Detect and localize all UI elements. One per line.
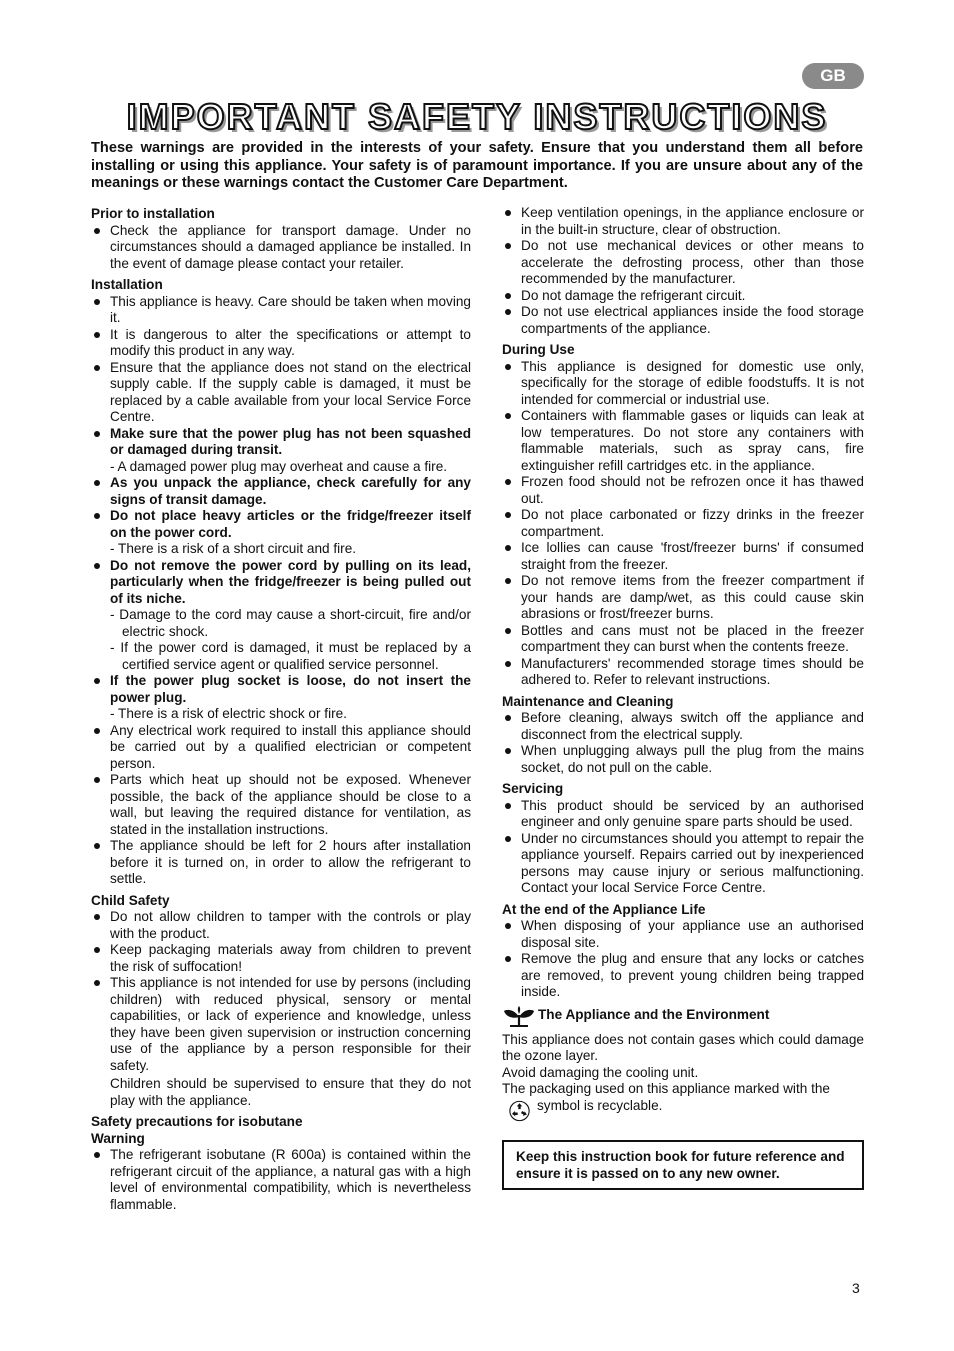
list-item: When disposing of your appliance use an authorised disposal site. <box>502 918 864 951</box>
list-item: The refrigerant isobutane (R 600a) is contained within the refrigerant circuit of the appliance, a natural gas with a high level of environmental compatibility, which is nevertheless flammable. <box>91 1147 471 1213</box>
section-heading-installation: Installation <box>91 277 163 292</box>
list-item: Remove the plug and ensure that any locks or catches are removed, to prevent young children being trapped inside. <box>502 951 864 1001</box>
list-item: This appliance is heavy. Care should be taken when moving it. <box>91 294 471 327</box>
list-item: Bottles and cans must not be placed in the freezer compartment they can burst when the contents freeze. <box>502 623 864 656</box>
recycle-icon <box>508 1100 531 1122</box>
intro-warning: These warnings are provided in the interests of your safety. Ensure that you understand them all before installing or using this appliance. Your safety is of paramount importance. If you are unsure about any of the meanings or these warnings contact the Customer Care Department. <box>91 140 863 191</box>
list-item: Ice lollies can cause 'frost/freezer burns' if consumed straight from the freezer. <box>502 540 864 573</box>
right-column <box>502 205 864 1190</box>
list-item <box>91 673 471 723</box>
list-item-note: - There is a risk of electric shock or fire. <box>110 706 347 721</box>
plant-icon <box>502 1005 536 1027</box>
during-use-list <box>502 359 864 689</box>
section-heading-child-safety: Child Safety <box>91 892 170 908</box>
child-safety-note: Children should be supervised to ensure that they do not play with the appliance. <box>110 1076 471 1108</box>
recycle-line <box>502 1098 864 1122</box>
list-item <box>91 508 471 558</box>
list-item: Keep ventilation openings, in the appliance enclosure or in the built-in structure, clear of obstruction. <box>502 205 864 238</box>
list-item: When unplugging always pull the plug from the mains socket, do not pull on the cable. <box>502 743 864 776</box>
list-item-text: Make sure that the power plug has not been squashed or damaged during transit. <box>110 425 471 457</box>
section-heading-environment: The Appliance and the Environment <box>538 1007 770 1023</box>
child-safety-list <box>91 909 471 1074</box>
environment-paragraph: The packaging used on this appliance marked with the <box>502 1081 830 1096</box>
maintenance-list <box>502 710 864 776</box>
section-heading-during-use: During Use <box>502 342 575 357</box>
list-item-text: Do not place heavy articles or the fridge/freezer itself on the power cord. <box>110 508 471 540</box>
list-item: This product should be serviced by an authorised engineer and only genuine spare parts should be used. <box>502 798 864 831</box>
list-item: Do not place carbonated or fizzy drinks in the freezer compartment. <box>502 507 864 540</box>
environment-paragraph: Avoid damaging the cooling unit. <box>502 1064 699 1080</box>
section-subheading-warning: Warning <box>91 1130 145 1146</box>
page-title: IMPORTANT SAFETY INSTRUCTIONS <box>126 96 828 137</box>
environment-heading-row <box>502 1005 864 1027</box>
list-item-text: Do not remove the power cord by pulling on its lead, particularly when the fridge/freezer is being pulled out of its niche. <box>110 557 471 606</box>
list-item: Before cleaning, always switch off the appliance and disconnect from the electrical supply. <box>502 710 864 743</box>
servicing-list <box>502 798 864 897</box>
section-heading-end-of-life: At the end of the Appliance Life <box>502 901 706 917</box>
end-of-life-list <box>502 918 864 1001</box>
list-item: The appliance should be left for 2 hours after installation before it is turned on, in order to allow the refrigerant to settle. <box>91 838 471 888</box>
isobutane-list <box>91 1147 471 1213</box>
list-item-note: - There is a risk of a short circuit and fire. <box>110 541 357 556</box>
section-heading-maintenance: Maintenance and Cleaning <box>502 693 674 709</box>
prior-list <box>91 223 471 273</box>
list-item: Do not remove items from the freezer compartment if your hands are damp/wet, as this could cause skin abrasions or frost/freezer burns. <box>502 573 864 623</box>
section-heading-prior: Prior to installation <box>91 206 215 221</box>
list-item-note: - A damaged power plug may overheat and cause a fire. <box>110 458 448 474</box>
section-heading-servicing: Servicing <box>502 781 564 796</box>
isobutane-continued-list <box>502 205 864 337</box>
section-heading-isobutane: Safety precautions for isobutane <box>91 1114 303 1129</box>
list-item: It is dangerous to alter the specifications or attempt to modify this product in any way. <box>91 327 471 360</box>
list-item: Do not use electrical appliances inside the food storage compartments of the appliance. <box>502 304 864 337</box>
list-item: Do not allow children to tamper with the controls or play with the product. <box>91 909 471 942</box>
list-item: As you unpack the appliance, check carefully for any signs of transit damage. <box>91 475 471 508</box>
list-item: Keep packaging materials away from children to prevent the risk of suffocation! <box>91 942 471 975</box>
list-item: Under no circumstances should you attempt to repair the appliance yourself. Repairs carried out by inexperienced persons may cause injury or serious malfunctioning. Contact your local Service Force Centre. <box>502 831 864 897</box>
list-item: Manufacturers' recommended storage times should be adhered to. Refer to relevant instructions. <box>502 656 864 689</box>
left-column <box>91 206 471 1213</box>
list-item: Frozen food should not be refrozen once it has thawed out. <box>502 474 864 507</box>
list-item <box>91 558 471 674</box>
list-item: Containers with flammable gases or liquids can leak at low temperatures. Do not store any containers with flammable materials, such as spray cans, fire extinguisher refill cartridges etc. in the appliance. <box>502 408 864 474</box>
keep-instructions-notice: Keep this instruction book for future reference and ensure it is passed on to any new owner. <box>502 1140 864 1190</box>
list-item <box>91 426 471 476</box>
list-item: Any electrical work required to install this appliance should be carried out by a qualified electrician or competent person. <box>91 723 471 773</box>
list-item-text: If the power plug socket is loose, do not insert the power plug. <box>110 673 471 705</box>
list-item: This appliance is designed for domestic use only, specifically for the storage of edible foodstuffs. It is not intended for commercial or industrial use. <box>502 359 864 409</box>
list-item-note: - If the power cord is damaged, it must be replaced by a certified service agent or qualified service personnel. <box>110 640 471 672</box>
list-item: Parts which heat up should not be exposed. Whenever possible, the back of the appliance should be close to a wall, but leaving the required distance for ventilation, as stated in the installation instructions. <box>91 772 471 838</box>
language-badge: GB <box>802 63 864 89</box>
installation-list <box>91 294 471 888</box>
environment-paragraph: This appliance does not contain gases which could damage the ozone layer. <box>502 1031 864 1063</box>
list-item-note: - Damage to the cord may cause a short-circuit, fire and/or electric shock. <box>110 607 471 639</box>
list-item: Do not damage the refrigerant circuit. <box>502 288 864 305</box>
environment-paragraph-end: symbol is recyclable. <box>537 1097 663 1113</box>
list-item: Ensure that the appliance does not stand on the electrical supply cable. If the supply cable is damaged, it must be replaced by a cable available from your local Service Force Centre. <box>91 360 471 426</box>
page-number: 3 <box>852 1280 860 1296</box>
list-item: Do not use mechanical devices or other means to accelerate the defrosting process, other than those recommended by the manufacturer. <box>502 238 864 288</box>
list-item: This appliance is not intended for use by persons (including children) with reduced physical, sensory or mental capabilities, or lack of experience and knowledge, unless they have been given supervision or instruction concerning use of the appliance by a person responsible for their safety. <box>91 975 471 1074</box>
list-item: Check the appliance for transport damage. Under no circumstances should a damaged appliance be installed. In the event of damage please contact your retailer. <box>91 223 471 273</box>
